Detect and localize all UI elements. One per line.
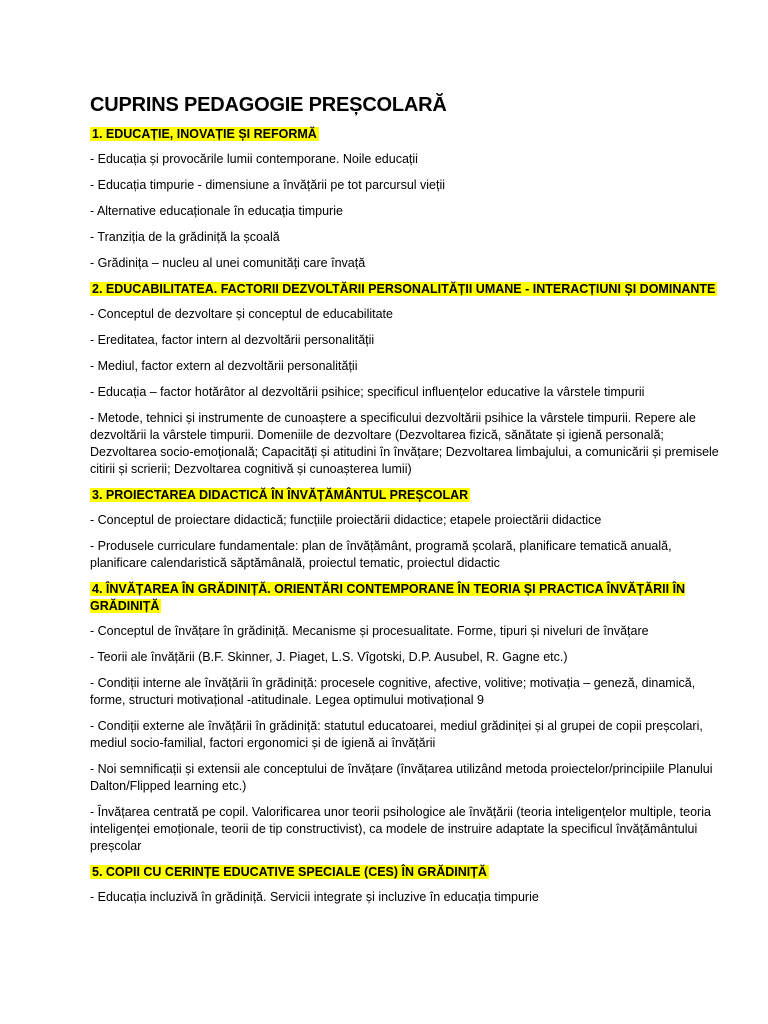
section-heading bbox=[90, 581, 720, 615]
section-heading-text: 4. ÎNVĂȚAREA ÎN GRĂDINIȚĂ. ORIENTĂRI CONTEMPORANE ÎN TEORIA ȘI PRACTICA ÎNVĂȚĂRII ÎN GRĂDINIȚĂ bbox=[90, 582, 686, 613]
section-5 bbox=[90, 864, 720, 906]
list-item: - Teorii ale învățării (B.F. Skinner, J. Piaget, L.S. Vîgotski, D.P. Ausubel, R. Gagne etc.) bbox=[90, 650, 568, 664]
list-item: - Ereditatea, factor intern al dezvoltării personalității bbox=[90, 333, 375, 347]
section-3 bbox=[90, 487, 720, 572]
list-item: - Conceptul de proiectare didactică; funcțiile proiectării didactice; etapele proiectării didactice bbox=[90, 513, 602, 527]
section-heading-text: 5. COPII CU CERINȚE EDUCATIVE SPECIALE (CES) ÎN GRĂDINIȚĂ bbox=[92, 865, 487, 879]
list-item: - Conceptul de învățare în grădiniță. Mecanisme și procesualitate. Forme, tipuri și niveluri de învățare bbox=[90, 624, 649, 638]
section-heading bbox=[90, 281, 720, 298]
section-heading-text: 3. PROIECTAREA DIDACTICĂ ÎN ÎNVĂȚĂMÂNTUL PREȘCOLAR bbox=[92, 488, 469, 502]
list-item: - Grădinița – nucleu al unei comunități care învață bbox=[90, 256, 366, 270]
list-item: - Conceptul de dezvoltare și conceptul de educabilitate bbox=[90, 307, 393, 321]
list-item: - Educația incluzivă în grădiniță. Servicii integrate și incluzive în educația timpurie bbox=[90, 890, 539, 904]
section-heading-text: 2. EDUCABILITATEA. FACTORII DEZVOLTĂRII PERSONALITĂȚII UMANE - INTERACȚIUNI ȘI DOMINANTE bbox=[92, 282, 716, 296]
list-item: - Condiții interne ale învățării în grădiniță: procesele cognitive, afective, volitive; motivația – geneză, dinamică, forme, structuri motivațional -atitudinale. Legea optimului motivațional 9 bbox=[90, 676, 696, 707]
list-item: - Condiții externe ale învățării în grădiniță: statutul educatoarei, mediul grădiniței și al grupei de copii preșcolari, mediul socio-familial, factori ergonomici și de igienă ai învățării bbox=[90, 719, 703, 750]
list-item: - Produsele curriculare fundamentale: plan de învățământ, programă școlară, planificare tematică anuală, planificare calendaristică săptămânală, proiectul tematic, proiectul didactic bbox=[90, 539, 672, 570]
list-item: - Învățarea centrată pe copil. Valorificarea unor teorii psihologice ale învățării (teoria inteligențelor multiple, teoria inteligenței emoționale, teorii de tip constructivist), ca modele de instruire adaptate la specificul învățământului preșcolar bbox=[90, 805, 711, 853]
list-item: - Noi semnificații și extensii ale conceptului de învățare (învățarea utilizând metoda proiectelor/principiile Planului Dalton/Flipped learning etc.) bbox=[90, 762, 713, 793]
section-1 bbox=[90, 126, 720, 272]
list-item: - Tranziția de la grădiniță la școală bbox=[90, 230, 280, 244]
document-page bbox=[90, 92, 720, 915]
section-heading-text: 1. EDUCAȚIE, INOVAȚIE ȘI REFORMĂ bbox=[92, 127, 317, 141]
document-title: CUPRINS PEDAGOGIE PREȘCOLARĂ bbox=[90, 94, 447, 116]
section-heading bbox=[90, 487, 720, 504]
section-4 bbox=[90, 581, 720, 855]
list-item: - Educația – factor hotărâtor al dezvoltării psihice; specificul influențelor educative la vârstele timpurii bbox=[90, 385, 645, 399]
list-item: - Metode, tehnici și instrumente de cunoaștere a specificului dezvoltării psihice la vârstele timpurii. Repere ale dezvoltării la vârstele timpurii. Domeniile de dezvoltare (Dezvoltarea fizică, sănătate și igienă personală; Dezvoltarea socio-emoțională; Capacități și atitudini în învățare; Dezvoltarea limbajului, a comunicării și premisele citirii și scrierii; Dezvoltarea cognitivă și cunoașterea lumii) bbox=[90, 411, 719, 476]
list-item: - Mediul, factor extern al dezvoltării personalității bbox=[90, 359, 358, 373]
list-item: - Educația timpurie - dimensiune a învățării pe tot parcursul vieții bbox=[90, 178, 446, 192]
section-heading bbox=[90, 126, 720, 143]
section-heading bbox=[90, 864, 720, 881]
list-item: - Educația și provocările lumii contemporane. Noile educații bbox=[90, 152, 418, 166]
section-2 bbox=[90, 281, 720, 478]
list-item: - Alternative educaționale în educația timpurie bbox=[90, 204, 343, 218]
